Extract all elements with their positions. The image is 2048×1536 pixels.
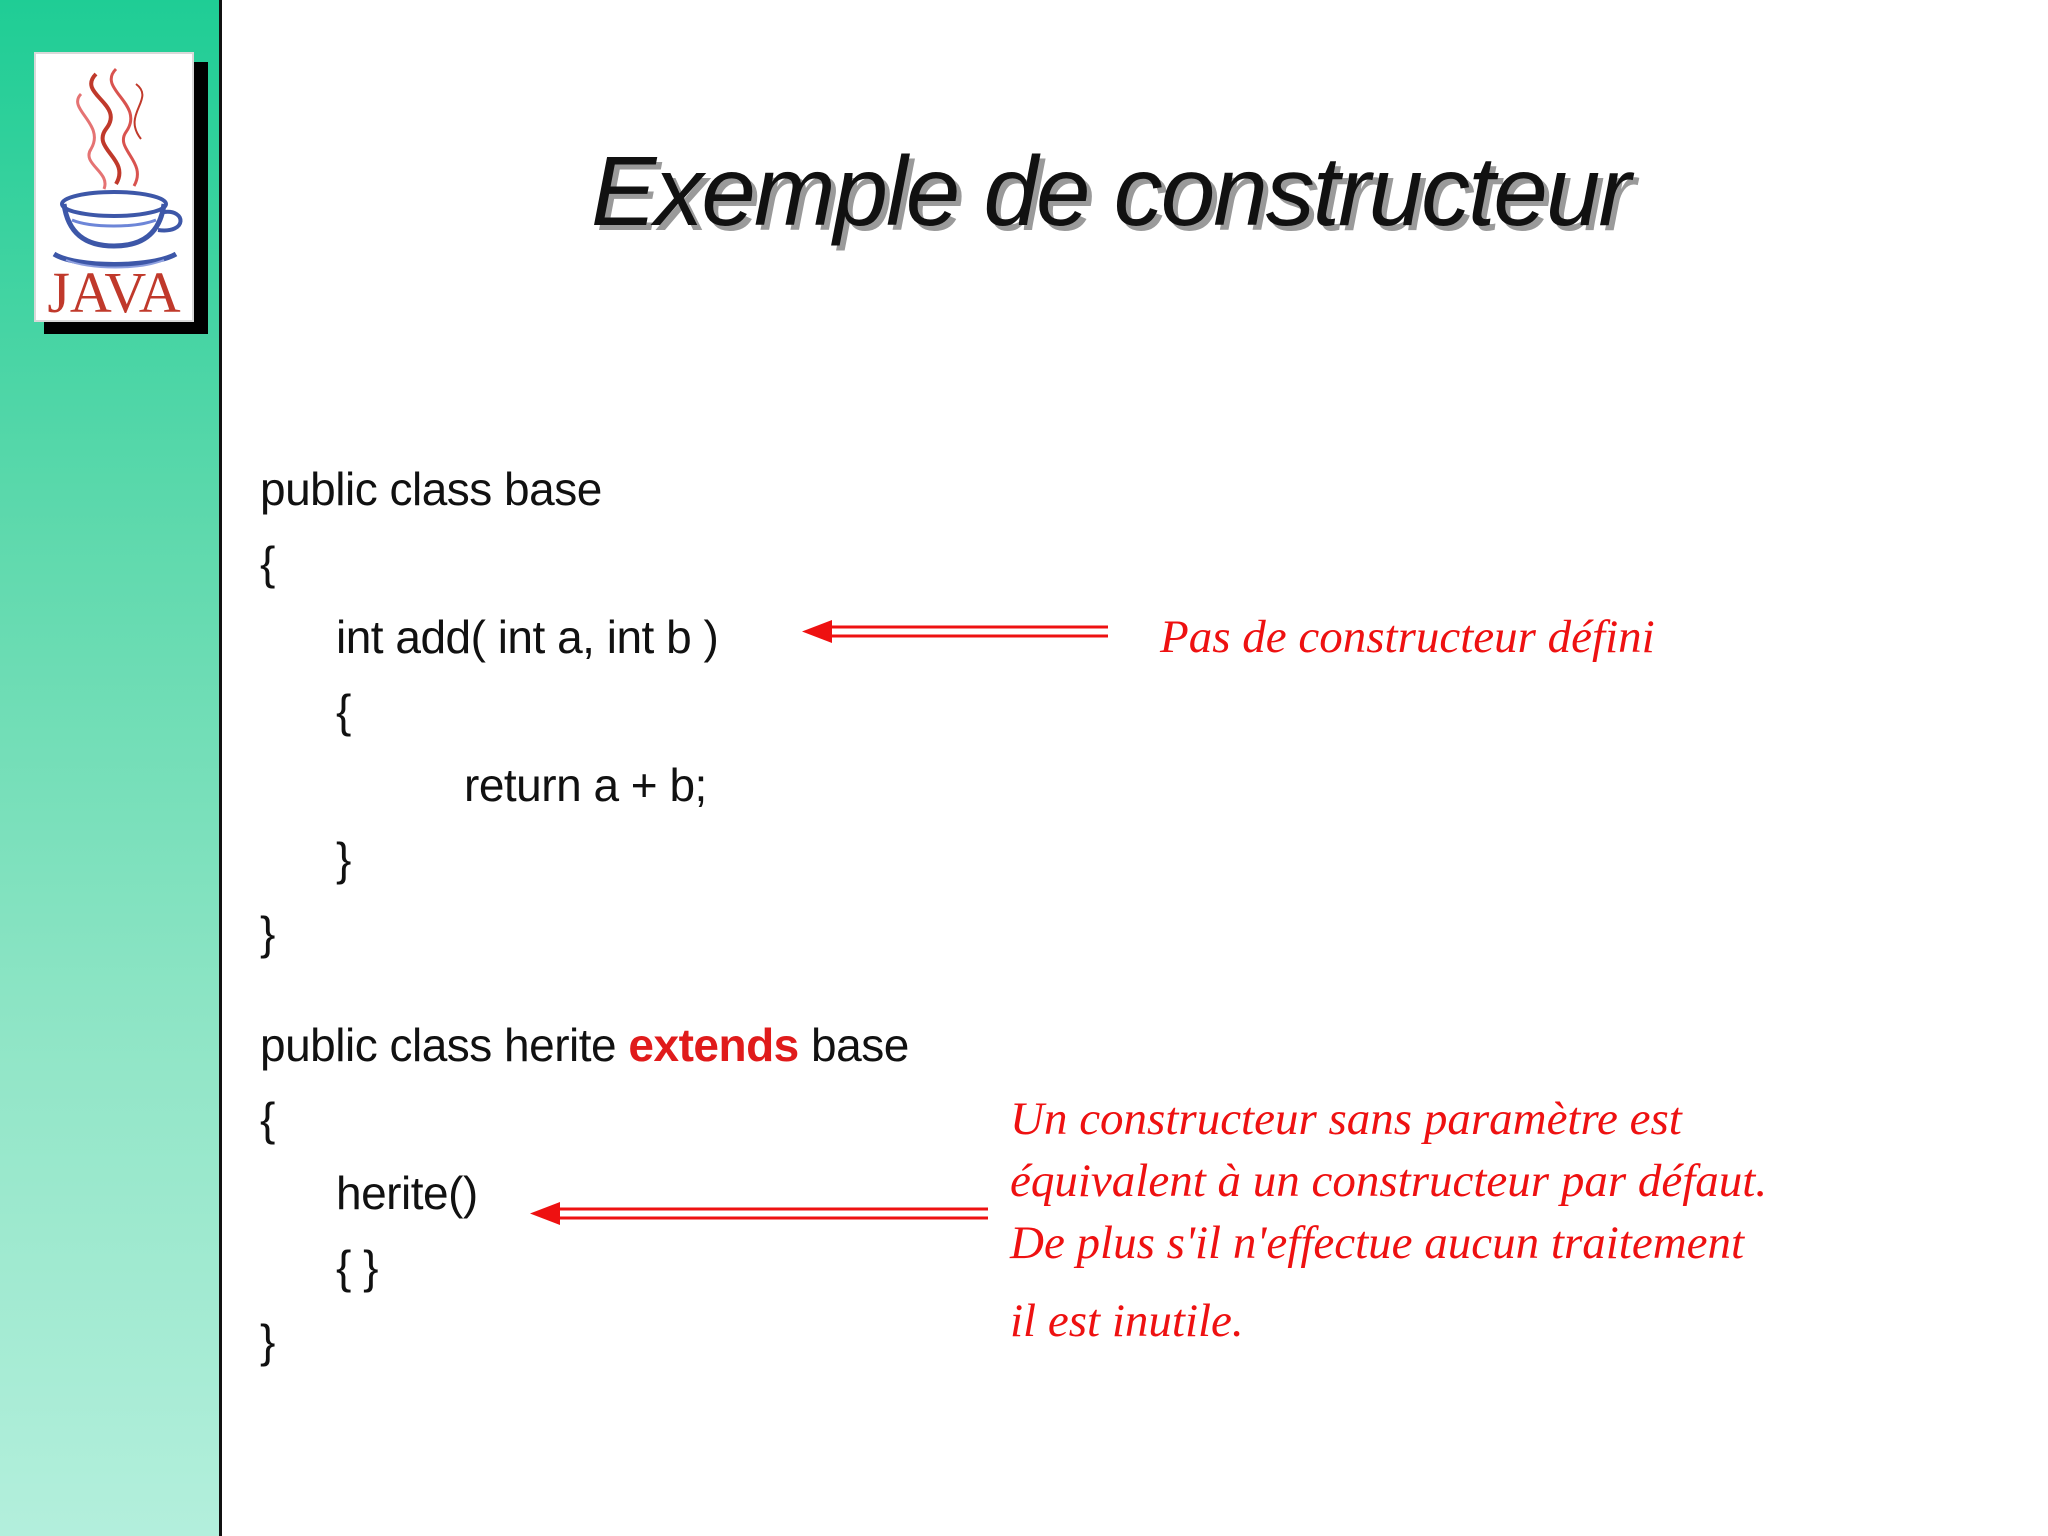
code-line-open-brace-2: { (260, 1093, 275, 1145)
annotation-line-4: il est inutile. (1010, 1295, 1244, 1347)
arrow-left-icon (800, 614, 1110, 650)
svg-text:JAVA: JAVA (47, 260, 181, 320)
arrow-left-icon (528, 1196, 990, 1232)
code-line-close-brace-2: } (260, 1315, 275, 1367)
code-line-constructor-body: { } (336, 1241, 379, 1293)
java-coffee-cup-icon (36, 54, 192, 320)
code-line-method-close-brace: } (336, 833, 351, 885)
code-line-method-open-brace: { (336, 685, 351, 737)
code-line-class-base: public class base (260, 463, 602, 515)
slide-title: Exemple de constructeur (591, 136, 1629, 246)
code-class-decl: public class herite (260, 1019, 629, 1071)
code-line-method-signature: int add( int a, int b ) (336, 611, 719, 663)
code-line-return: return a + b; (464, 759, 707, 811)
annotation-line-2: équivalent à un constructeur par défaut. (1010, 1155, 1768, 1207)
annotation-line-3: De plus s'il n'effectue aucun traitement (1010, 1217, 1745, 1269)
annotation-line-1: Un constructeur sans paramètre est (1010, 1093, 1682, 1145)
code-line-constructor: herite() (336, 1167, 478, 1219)
java-logo (34, 52, 194, 322)
extends-keyword: extends (628, 1019, 799, 1071)
code-line-close-brace: } (260, 907, 275, 959)
code-line-class-herite (260, 1019, 909, 1071)
code-base-name: base (798, 1019, 909, 1071)
code-line-open-brace: { (260, 537, 275, 589)
annotation-no-constructor: Pas de constructeur défini (1160, 611, 1655, 663)
